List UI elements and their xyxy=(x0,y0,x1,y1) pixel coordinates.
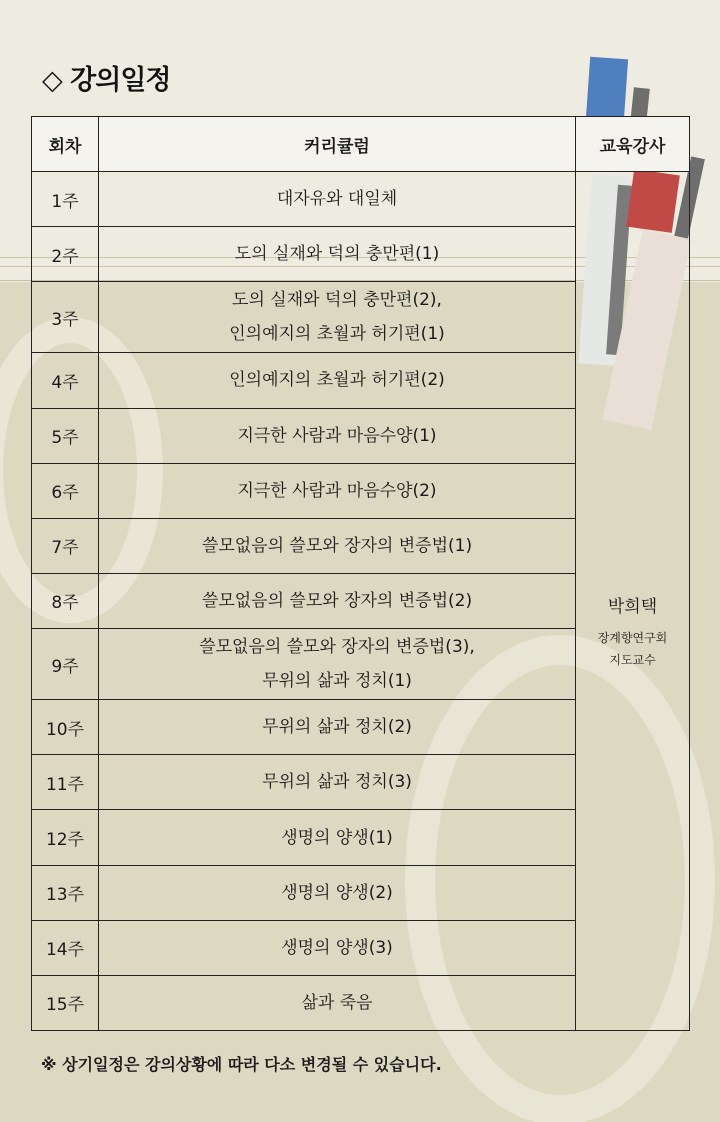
week-cell: 1주 xyxy=(32,172,99,227)
curriculum-cell xyxy=(99,172,576,227)
week-cell: 5주 xyxy=(32,408,99,463)
instructor-role: 지도교수 xyxy=(609,652,656,667)
page-title: ◇ 강의일정 xyxy=(42,65,171,96)
table-row xyxy=(32,172,690,227)
curriculum-cell xyxy=(99,227,576,282)
curriculum-line: 대자유와 대일체 xyxy=(276,189,398,210)
curriculum-cell xyxy=(99,700,576,755)
curriculum-cell xyxy=(99,865,576,920)
week-cell: 11주 xyxy=(32,755,99,810)
curriculum-cell xyxy=(99,353,576,408)
decorative-bar-blue xyxy=(586,57,628,121)
curriculum-line: 지극한 사람과 마음수양(1) xyxy=(237,425,437,446)
curriculum-line: 쓸모없음의 쓸모와 장자의 변증법(1) xyxy=(201,535,473,556)
curriculum-line: 무위의 삶과 정치(3) xyxy=(262,772,412,793)
curriculum-cell xyxy=(99,408,576,463)
curriculum-line: 쓸모없음의 쓸모와 장자의 변증법(3), xyxy=(199,637,475,658)
curriculum-line: 생명의 양생(1) xyxy=(281,827,393,848)
curriculum-line: 무위의 삶과 정치(1) xyxy=(262,671,412,692)
week-cell: 15주 xyxy=(32,975,99,1030)
header-instructor: 교육강사 xyxy=(576,117,690,172)
curriculum-line: 생명의 양생(2) xyxy=(281,882,393,903)
instructor-name: 박희택 xyxy=(607,596,658,617)
week-cell: 6주 xyxy=(32,463,99,518)
lecture-schedule-table xyxy=(31,116,690,1031)
curriculum-cell xyxy=(99,810,576,865)
week-cell: 12주 xyxy=(32,810,99,865)
curriculum-cell xyxy=(99,629,576,700)
curriculum-line: 생명의 양생(3) xyxy=(281,937,393,958)
curriculum-line: 인의예지의 초월과 허기편(2) xyxy=(229,370,445,391)
curriculum-line: 인의예지의 초월과 허기편(1) xyxy=(229,324,445,345)
week-cell: 7주 xyxy=(32,518,99,573)
curriculum-line: 무위의 삶과 정치(2) xyxy=(262,717,412,738)
header-curriculum: 커리큘럼 xyxy=(99,117,576,172)
schedule-notice: ※ 상기일정은 강의상황에 따라 다소 변경될 수 있습니다. xyxy=(41,1055,442,1074)
curriculum-line: 지극한 사람과 마음수양(2) xyxy=(237,480,437,501)
curriculum-line: 삶과 죽음 xyxy=(301,992,373,1013)
curriculum-cell xyxy=(99,573,576,628)
curriculum-cell xyxy=(99,518,576,573)
week-cell: 13주 xyxy=(32,865,99,920)
table-header-row xyxy=(32,117,690,172)
curriculum-line: 쓸모없음의 쓸모와 장자의 변증법(2) xyxy=(201,590,473,611)
curriculum-cell xyxy=(99,282,576,353)
curriculum-cell xyxy=(99,755,576,810)
curriculum-cell xyxy=(99,463,576,518)
curriculum-line: 도의 실재와 덕의 충만편(1) xyxy=(234,244,440,265)
week-cell: 14주 xyxy=(32,920,99,975)
curriculum-line: 도의 실재와 덕의 충만편(2), xyxy=(232,290,442,311)
week-cell: 8주 xyxy=(32,573,99,628)
week-cell: 2주 xyxy=(32,227,99,282)
curriculum-cell xyxy=(99,975,576,1030)
week-cell: 3주 xyxy=(32,282,99,353)
week-cell: 4주 xyxy=(32,353,99,408)
instructor-cell xyxy=(576,172,690,1031)
week-cell: 9주 xyxy=(32,629,99,700)
instructor-organization: 장계향연구회 xyxy=(597,630,668,645)
header-round: 회차 xyxy=(32,117,99,172)
curriculum-cell xyxy=(99,920,576,975)
week-cell: 10주 xyxy=(32,700,99,755)
